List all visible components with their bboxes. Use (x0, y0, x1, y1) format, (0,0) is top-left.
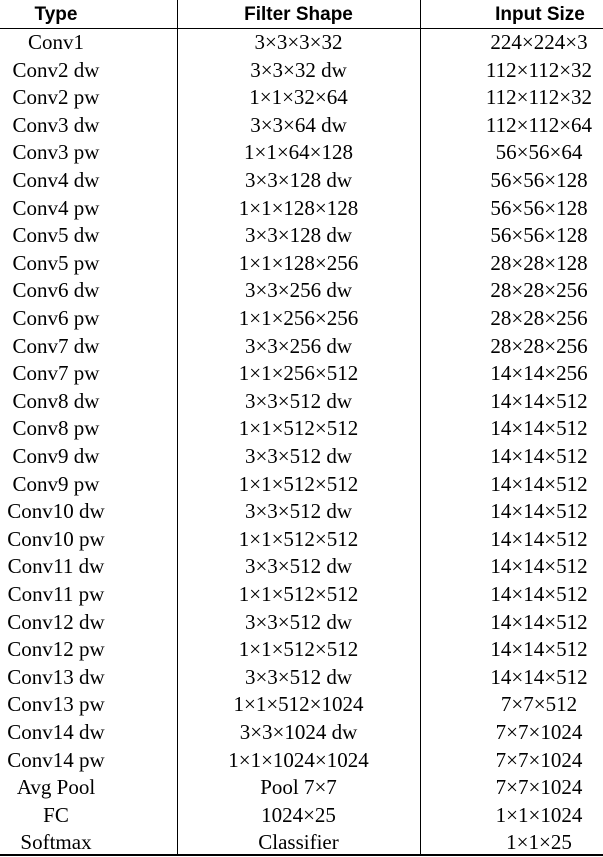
cell-type: Conv11 pw (7, 582, 105, 607)
cell-type: Softmax (20, 830, 92, 855)
table-row (0, 581, 603, 609)
cell-type: Conv10 pw (7, 526, 105, 551)
cell-type: Conv1 (27, 30, 84, 55)
table-row (0, 56, 603, 84)
table-row (0, 415, 603, 443)
table-row (0, 746, 603, 774)
cell-filter-shape: 3×3×512 dw (244, 554, 353, 579)
cell-input-size: 7×7×512 (500, 692, 578, 717)
cell-type: Conv13 pw (7, 692, 105, 717)
cell-filter-shape: 3×3×64 dw (250, 112, 347, 137)
cell-input-size: 14×14×512 (490, 554, 588, 579)
table-row (0, 664, 603, 692)
table-row (0, 250, 603, 278)
cell-type: Conv14 dw (7, 720, 105, 745)
cell-type: Conv11 dw (7, 554, 105, 579)
cell-input-size: 14×14×512 (490, 444, 588, 469)
table-row (0, 470, 603, 498)
cell-filter-shape: 1×1×256×512 (238, 361, 359, 386)
cell-input-size: 28×28×256 (490, 278, 588, 303)
cell-input-size: 56×56×128 (490, 195, 588, 220)
cell-filter-shape: 1×1×512×512 (238, 637, 359, 662)
cell-filter-shape: Classifier (258, 830, 339, 855)
cell-input-size: 14×14×512 (490, 582, 588, 607)
cell-input-size: 14×14×512 (490, 416, 588, 441)
cell-type: Conv2 dw (12, 57, 100, 82)
table-row (0, 691, 603, 719)
table-row (0, 608, 603, 636)
cell-type: Conv8 pw (12, 416, 100, 441)
table-row (0, 112, 603, 140)
cell-filter-shape: 3×3×128 dw (244, 223, 353, 248)
cell-filter-shape: 3×3×256 dw (244, 333, 353, 358)
table-row (0, 29, 603, 57)
cell-filter-shape: 3×3×512 dw (244, 444, 353, 469)
table-row (0, 719, 603, 747)
cell-filter-shape: 3×3×256 dw (244, 278, 353, 303)
cell-filter-shape: 1×1×512×512 (238, 526, 359, 551)
cell-input-size: 14×14×512 (490, 499, 588, 524)
cell-input-size: 224×224×3 (490, 30, 588, 55)
table-row (0, 84, 603, 112)
cell-type: Conv12 pw (7, 637, 105, 662)
cell-type: Conv7 pw (12, 361, 100, 386)
cell-type: Conv6 pw (12, 306, 100, 331)
table-row (0, 277, 603, 305)
cell-input-size: 14×14×512 (490, 637, 588, 662)
cell-input-size: 7×7×1024 (495, 720, 583, 745)
cell-filter-shape: Pool 7×7 (260, 775, 337, 800)
cell-input-size: 56×56×64 (495, 140, 583, 165)
cell-input-size: 112×112×32 (485, 85, 593, 110)
cell-type: Avg Pool (16, 775, 96, 800)
cell-type: Conv10 dw (7, 499, 105, 524)
cell-filter-shape: 3×3×3×32 (254, 30, 343, 55)
table-row (0, 360, 603, 388)
cell-type: Conv7 dw (12, 333, 100, 358)
cell-filter-shape: 1×1×1024×1024 (228, 747, 369, 772)
cell-filter-shape: 3×3×1024 dw (239, 720, 358, 745)
table-row (0, 829, 603, 857)
cell-input-size: 14×14×256 (490, 361, 588, 386)
cell-type: Conv4 pw (12, 195, 100, 220)
table-row (0, 222, 603, 250)
table-row (0, 802, 603, 830)
cell-type: Conv4 dw (12, 168, 100, 193)
header-input-size: Input Size (495, 3, 585, 25)
cell-input-size: 14×14×512 (490, 664, 588, 689)
cell-filter-shape: 3×3×512 dw (244, 664, 353, 689)
cell-type: Conv3 pw (12, 140, 100, 165)
cell-filter-shape: 1×1×256×256 (238, 306, 359, 331)
cell-type: Conv8 dw (12, 388, 100, 413)
cell-input-size: 56×56×128 (490, 168, 588, 193)
cell-type: Conv2 pw (12, 85, 100, 110)
cell-filter-shape: 3×3×32 dw (250, 57, 347, 82)
cell-input-size: 28×28×256 (490, 306, 588, 331)
cell-filter-shape: 1×1×512×1024 (233, 692, 364, 717)
cell-type: Conv6 dw (12, 278, 100, 303)
table-row (0, 194, 603, 222)
cell-input-size: 14×14×512 (490, 526, 588, 551)
table-row (0, 636, 603, 664)
cell-input-size: 14×14×512 (490, 471, 588, 496)
cell-filter-shape: 3×3×512 dw (244, 388, 353, 413)
table-row (0, 139, 603, 167)
header-type: Type (34, 3, 78, 25)
cell-filter-shape: 1×1×128×256 (238, 250, 359, 275)
cell-input-size: 112×112×64 (485, 112, 593, 137)
cell-filter-shape: 1×1×512×512 (238, 416, 359, 441)
cell-type: Conv3 dw (12, 112, 100, 137)
cell-type: Conv5 pw (12, 250, 100, 275)
table-row (0, 526, 603, 554)
cell-input-size: 7×7×1024 (495, 775, 583, 800)
cell-input-size: 7×7×1024 (495, 747, 583, 772)
cell-filter-shape: 1×1×32×64 (249, 85, 348, 110)
cell-type: Conv13 dw (7, 664, 105, 689)
table-header-row (0, 0, 603, 28)
cell-filter-shape: 1×1×512×512 (238, 582, 359, 607)
cell-input-size: 14×14×512 (490, 609, 588, 634)
table-row (0, 498, 603, 526)
cell-type: FC (43, 802, 69, 827)
table-row (0, 388, 603, 416)
table-row (0, 305, 603, 333)
cell-type: Conv9 pw (12, 471, 100, 496)
cell-input-size: 112×112×32 (485, 57, 593, 82)
cell-type: Conv9 dw (12, 444, 100, 469)
cell-filter-shape: 3×3×512 dw (244, 499, 353, 524)
cell-filter-shape: 1024×25 (261, 802, 336, 827)
cell-filter-shape: 1×1×128×128 (238, 195, 359, 220)
table-row (0, 443, 603, 471)
cell-input-size: 1×1×25 (506, 830, 572, 855)
cell-filter-shape: 3×3×128 dw (244, 168, 353, 193)
table-row (0, 167, 603, 195)
table-row (0, 553, 603, 581)
cell-input-size: 14×14×512 (490, 388, 588, 413)
cell-input-size: 1×1×1024 (495, 802, 583, 827)
cell-filter-shape: 1×1×512×512 (238, 471, 359, 496)
cell-input-size: 28×28×256 (490, 333, 588, 358)
cell-filter-shape: 1×1×64×128 (243, 140, 354, 165)
table-row (0, 332, 603, 360)
cell-type: Conv12 dw (7, 609, 105, 634)
cell-type: Conv5 dw (12, 223, 100, 248)
table-row (0, 774, 603, 802)
header-filter-shape: Filter Shape (244, 3, 353, 25)
cell-input-size: 56×56×128 (490, 223, 588, 248)
cell-filter-shape: 3×3×512 dw (244, 609, 353, 634)
cell-input-size: 28×28×128 (490, 250, 588, 275)
cell-type: Conv14 pw (7, 747, 105, 772)
